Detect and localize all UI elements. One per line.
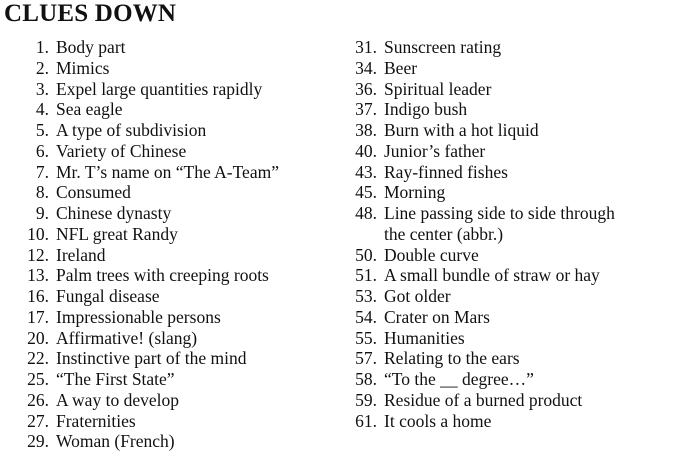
clue-text: Relating to the ears bbox=[384, 348, 520, 369]
clue-item bbox=[340, 348, 674, 369]
clue-text: Fungal disease bbox=[56, 286, 160, 306]
clue-item bbox=[340, 79, 674, 100]
clue-item bbox=[340, 162, 674, 183]
clue-number: 59. bbox=[355, 389, 377, 410]
clue-number: 2. bbox=[35, 57, 49, 78]
clue-item bbox=[0, 411, 345, 432]
clue-item bbox=[0, 265, 345, 286]
clue-text: the center (abbr.) bbox=[384, 223, 504, 244]
clue-text: Mr. T’s name on “The A-Team” bbox=[56, 161, 279, 182]
clue-number: 6. bbox=[35, 140, 49, 161]
clue-number: 34. bbox=[355, 57, 377, 78]
clue-text: Crater on Mars bbox=[384, 306, 490, 327]
clue-number: 48. bbox=[355, 203, 377, 223]
clue-item bbox=[340, 182, 674, 203]
clue-number: 16. bbox=[27, 286, 49, 306]
clue-item bbox=[0, 99, 345, 120]
clue-text: A type of subdivision bbox=[56, 120, 207, 140]
clue-text: Mimics bbox=[56, 57, 110, 78]
clue-item bbox=[0, 348, 345, 369]
clue-text: Expel large quantities rapidly bbox=[56, 78, 263, 99]
clue-text: Double curve bbox=[384, 244, 479, 265]
clues-right-column bbox=[340, 37, 674, 431]
clue-text: Consumed bbox=[56, 182, 131, 203]
page-title: CLUES DOWN bbox=[4, 0, 177, 27]
clue-text: Variety of Chinese bbox=[56, 140, 187, 161]
clue-text: Body part bbox=[56, 37, 126, 57]
clue-item bbox=[340, 307, 674, 328]
clue-item bbox=[0, 224, 345, 245]
clue-number: 25. bbox=[27, 369, 49, 389]
clue-item bbox=[340, 286, 674, 307]
clue-text: Sea eagle bbox=[56, 99, 123, 120]
clue-number: 27. bbox=[27, 410, 49, 431]
clue-text: Impressionable persons bbox=[56, 306, 221, 327]
clues-left-column bbox=[0, 37, 345, 452]
clue-text: Morning bbox=[384, 182, 446, 203]
clue-number: 61. bbox=[355, 410, 377, 431]
clue-number: 51. bbox=[355, 265, 377, 286]
clue-text: Palm trees with creeping roots bbox=[56, 265, 269, 286]
clue-item bbox=[0, 390, 345, 411]
clue-item bbox=[0, 182, 345, 203]
clue-text: Junior’s father bbox=[384, 140, 486, 161]
clue-item bbox=[340, 390, 674, 411]
clue-item-continuation bbox=[340, 224, 674, 245]
clue-number: 20. bbox=[27, 327, 49, 348]
clue-number: 9. bbox=[35, 203, 49, 223]
clue-number: 37. bbox=[355, 99, 377, 120]
clue-item bbox=[340, 141, 674, 162]
clue-number: 55. bbox=[355, 327, 377, 348]
clue-item bbox=[0, 37, 345, 58]
clue-item bbox=[340, 37, 674, 58]
clue-item bbox=[340, 369, 674, 390]
clue-text: Chinese dynasty bbox=[56, 203, 172, 223]
clue-text: “The First State” bbox=[56, 369, 175, 389]
clue-number: 36. bbox=[355, 78, 377, 99]
clue-text: Instinctive part of the mind bbox=[56, 348, 247, 369]
clue-number: 3. bbox=[35, 78, 49, 99]
clue-number: 38. bbox=[355, 120, 377, 140]
clue-text: Humanities bbox=[384, 327, 465, 348]
clue-number: 53. bbox=[355, 286, 377, 306]
clue-number: 10. bbox=[27, 223, 49, 244]
clue-number: 58. bbox=[355, 369, 377, 389]
clue-item bbox=[0, 203, 345, 224]
clue-number: 40. bbox=[355, 140, 377, 161]
clue-item bbox=[340, 58, 674, 79]
clue-text: Fraternities bbox=[56, 410, 136, 431]
clue-item bbox=[340, 120, 674, 141]
clue-number: 4. bbox=[35, 99, 49, 120]
clue-number: 54. bbox=[355, 306, 377, 327]
clue-item bbox=[0, 141, 345, 162]
clue-number: 12. bbox=[27, 244, 49, 265]
clue-item bbox=[0, 58, 345, 79]
clue-number: 50. bbox=[355, 244, 377, 265]
clue-text: Ray-finned fishes bbox=[384, 161, 508, 182]
clue-item bbox=[0, 431, 345, 452]
clue-item bbox=[340, 245, 674, 266]
clue-number: 13. bbox=[27, 265, 49, 286]
clue-item bbox=[0, 162, 345, 183]
clue-text: Got older bbox=[384, 286, 451, 306]
clue-number: 29. bbox=[27, 431, 49, 452]
clue-number: 45. bbox=[355, 182, 377, 203]
clue-number: 57. bbox=[355, 348, 377, 369]
clue-item bbox=[0, 79, 345, 100]
clue-item bbox=[0, 245, 345, 266]
clue-item bbox=[340, 411, 674, 432]
clue-number: 8. bbox=[35, 182, 49, 203]
clue-text: A way to develop bbox=[56, 389, 179, 410]
clue-text: Ireland bbox=[56, 244, 106, 265]
clue-text: It cools a home bbox=[384, 410, 492, 431]
clue-text: Woman (French) bbox=[56, 431, 175, 452]
clue-number: 31. bbox=[355, 37, 377, 57]
clue-text: Indigo bush bbox=[384, 99, 468, 120]
clue-text: Spiritual leader bbox=[384, 78, 492, 99]
clue-text: Sunscreen rating bbox=[384, 37, 502, 57]
clue-item bbox=[0, 286, 345, 307]
clue-number: 22. bbox=[27, 348, 49, 369]
clue-item bbox=[0, 328, 345, 349]
clue-text: Burn with a hot liquid bbox=[384, 120, 539, 140]
clue-item bbox=[340, 328, 674, 349]
clue-text: Residue of a burned product bbox=[384, 389, 583, 410]
clue-item bbox=[0, 120, 345, 141]
clue-item bbox=[0, 369, 345, 390]
clue-item bbox=[0, 307, 345, 328]
clue-text: NFL great Randy bbox=[56, 223, 178, 244]
clue-item bbox=[340, 203, 674, 224]
clue-number: 7. bbox=[35, 161, 49, 182]
clue-text: Affirmative! (slang) bbox=[56, 327, 198, 348]
clue-number: 5. bbox=[35, 120, 49, 140]
clue-item bbox=[340, 99, 674, 120]
clue-text: “To the __ degree…” bbox=[384, 369, 534, 389]
clue-text: Line passing side to side through bbox=[384, 203, 615, 223]
clue-text: Beer bbox=[384, 57, 418, 78]
clue-number: 1. bbox=[35, 37, 49, 57]
clue-number: 17. bbox=[27, 306, 49, 327]
clue-number: 43. bbox=[355, 161, 377, 182]
clue-item bbox=[340, 265, 674, 286]
clue-text: A small bundle of straw or hay bbox=[384, 265, 600, 286]
clue-number: 26. bbox=[27, 389, 49, 410]
